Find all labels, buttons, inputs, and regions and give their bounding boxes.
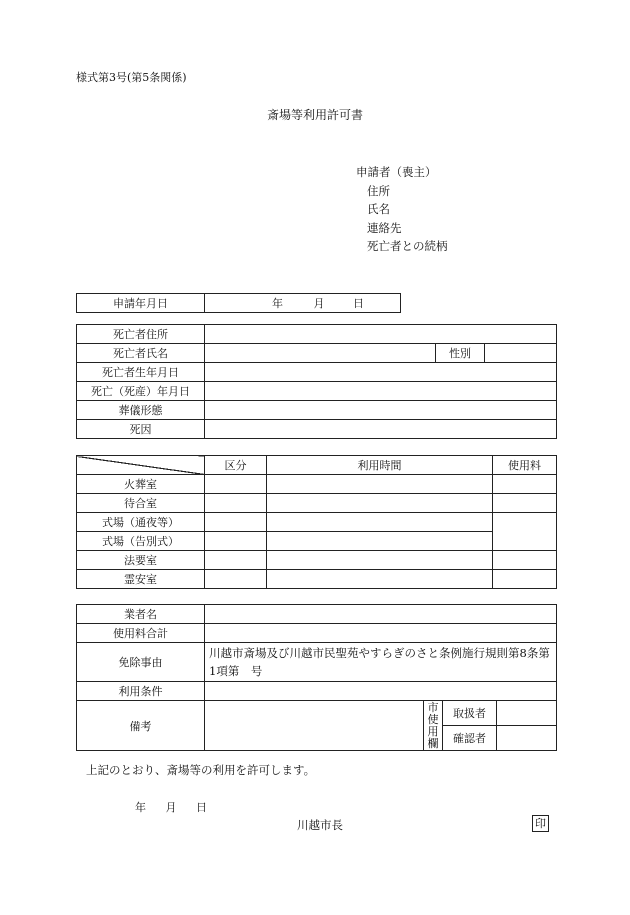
cause-label: 死因 [77, 420, 205, 439]
handler-label: 取扱者 [443, 701, 497, 726]
application-date-label: 申請年月日 [77, 294, 205, 313]
checker-field[interactable] [497, 726, 557, 751]
table-row [77, 344, 557, 363]
checker-label: 確認者 [443, 726, 497, 751]
signature-date [135, 799, 207, 815]
permission-notice: 上記のとおり、斎場等の利用を許可します。 [86, 763, 316, 777]
table-row [77, 325, 557, 344]
time-field[interactable] [267, 513, 493, 532]
birth-date-label: 死亡者生年月日 [77, 363, 205, 382]
funeral-form-field[interactable] [205, 401, 557, 420]
death-date-field[interactable] [205, 382, 557, 401]
fee-total-label: 使用料合計 [77, 624, 205, 643]
operator-label: 業者名 [77, 605, 205, 624]
funeral-form-label: 葬儀形態 [77, 401, 205, 420]
deceased-table [76, 324, 557, 439]
table-row [77, 401, 557, 420]
fee-field[interactable] [493, 551, 557, 570]
category-field[interactable] [205, 494, 267, 513]
table-row [77, 382, 557, 401]
exemption-label: 免除事由 [77, 643, 205, 682]
table-row [77, 570, 557, 589]
table-row [77, 494, 557, 513]
applicant-block [356, 163, 448, 256]
day-label: 日 [196, 801, 207, 814]
applicant-heading: 申請者（喪主） [356, 165, 437, 179]
cremation-room-label: 火葬室 [77, 475, 205, 494]
conditions-label: 利用条件 [77, 682, 205, 701]
time-field[interactable] [267, 551, 493, 570]
table-header-row [77, 456, 557, 475]
city-use-label: 市 使 用 欄 [424, 701, 443, 751]
category-field[interactable] [205, 570, 267, 589]
category-header: 区分 [205, 456, 267, 475]
operator-field[interactable] [205, 605, 557, 624]
hall-fee-field[interactable] [493, 513, 557, 551]
form-id: 様式第3号(第5条関係) [76, 71, 187, 84]
fee-field[interactable] [493, 475, 557, 494]
category-field[interactable] [205, 532, 267, 551]
fee-field[interactable] [493, 494, 557, 513]
table-row [77, 605, 557, 624]
table-row [77, 532, 557, 551]
exemption-text: 川越市斎場及び川越市民聖苑やすらぎのさと条例施行規則第8条第1項第 号 [205, 643, 557, 682]
applicant-contact-label: 連絡先 [367, 220, 402, 235]
fee-header: 使用料 [493, 456, 557, 475]
time-field[interactable] [267, 475, 493, 494]
birth-date-field[interactable] [205, 363, 557, 382]
waiting-room-label: 待合室 [77, 494, 205, 513]
applicant-relation-label: 死亡者との続柄 [367, 239, 448, 253]
day-label: 日 [353, 297, 364, 310]
handler-field[interactable] [497, 701, 557, 726]
remarks-label: 備考 [77, 701, 205, 751]
wake-hall-label: 式場（通夜等） [77, 513, 205, 532]
conditions-field[interactable] [205, 682, 557, 701]
time-field[interactable] [267, 494, 493, 513]
time-header: 利用時間 [267, 456, 493, 475]
category-field[interactable] [205, 513, 267, 532]
memorial-room-label: 法要室 [77, 551, 205, 570]
applicant-name-label: 氏名 [367, 202, 390, 216]
sex-label: 性別 [436, 344, 485, 363]
table-row [77, 682, 557, 701]
table-row [77, 643, 557, 682]
month-label: 月 [313, 297, 325, 310]
application-date-field[interactable] [205, 294, 401, 313]
deceased-name-label: 死亡者氏名 [77, 344, 205, 363]
year-label: 年 [272, 297, 283, 310]
mayor-title: 川越市長 [297, 818, 343, 832]
business-table [76, 604, 557, 751]
farewell-hall-label: 式場（告別式） [77, 532, 205, 551]
deceased-name-field[interactable] [205, 344, 436, 363]
table-row [77, 624, 557, 643]
fee-field[interactable] [493, 570, 557, 589]
deceased-address-field[interactable] [205, 325, 557, 344]
remarks-field[interactable] [205, 701, 424, 751]
table-row [77, 420, 557, 439]
seal-mark: 印 [532, 815, 549, 832]
mortuary-label: 霊安室 [77, 570, 205, 589]
sex-field[interactable] [485, 344, 557, 363]
death-date-label: 死亡（死産）年月日 [77, 382, 205, 401]
deceased-address-label: 死亡者住所 [77, 325, 205, 344]
facility-table [76, 455, 557, 589]
table-row [77, 513, 557, 532]
table-row [77, 475, 557, 494]
document-title: 斎場等利用許可書 [266, 108, 363, 122]
month-label: 月 [165, 801, 177, 814]
diagonal-header-cell [77, 456, 205, 475]
category-field[interactable] [205, 475, 267, 494]
category-field[interactable] [205, 551, 267, 570]
table-row [77, 551, 557, 570]
table-row [77, 701, 557, 726]
time-field[interactable] [267, 570, 493, 589]
fee-total-field[interactable] [205, 624, 557, 643]
application-date-table [76, 293, 401, 313]
table-row [77, 363, 557, 382]
applicant-address-label: 住所 [367, 183, 390, 198]
cause-field[interactable] [205, 420, 557, 439]
time-field[interactable] [267, 532, 493, 551]
year-label: 年 [135, 801, 146, 814]
